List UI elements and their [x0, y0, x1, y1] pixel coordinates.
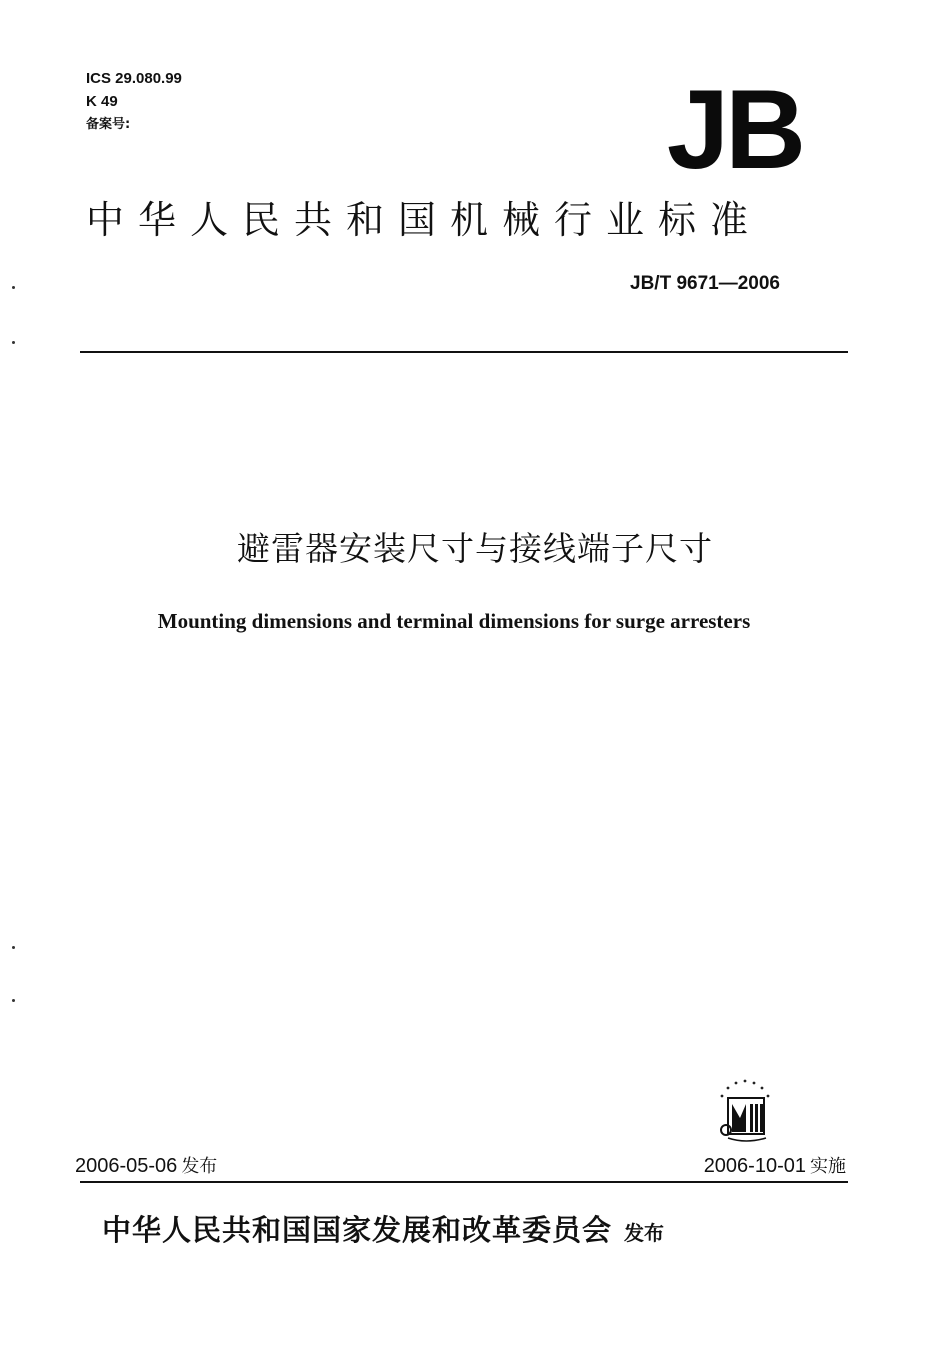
issuer: [102, 1208, 664, 1249]
header-divider: [80, 351, 848, 353]
document-title-en: Mounting dimensions and terminal dimensions for surge arresters: [157, 609, 751, 633]
scan-speck: [12, 286, 15, 289]
publish-date: [75, 1152, 217, 1178]
scan-speck: [12, 946, 15, 949]
publish-date-value: 2006-05-06: [75, 1155, 178, 1177]
footer-divider: [80, 1181, 848, 1183]
publisher-seal-icon: [714, 1074, 776, 1144]
issuer-name: 中华人民共和国国家发展和改革委员会: [102, 1213, 613, 1247]
issuer-suffix: 发布: [624, 1221, 665, 1245]
ccs-code: K 49: [86, 93, 118, 110]
jb-logo: JB: [666, 67, 802, 192]
standard-category: 中华人民共和国机械行业标准: [86, 198, 763, 242]
implement-date-value: 2006-10-01: [703, 1155, 806, 1177]
scan-speck: [12, 999, 15, 1002]
implement-date: [704, 1152, 846, 1178]
standard-number: JB/T 9671—2006: [630, 273, 780, 294]
publish-label: 发布: [181, 1156, 218, 1177]
implement-label: 实施: [810, 1156, 846, 1177]
document-title-cn: 避雷器安装尺寸与接线端子尺寸: [237, 529, 713, 568]
ics-code: ICS 29.080.99: [86, 70, 182, 87]
scan-speck: [12, 341, 15, 344]
filing-number-label: 备案号:: [86, 117, 131, 132]
